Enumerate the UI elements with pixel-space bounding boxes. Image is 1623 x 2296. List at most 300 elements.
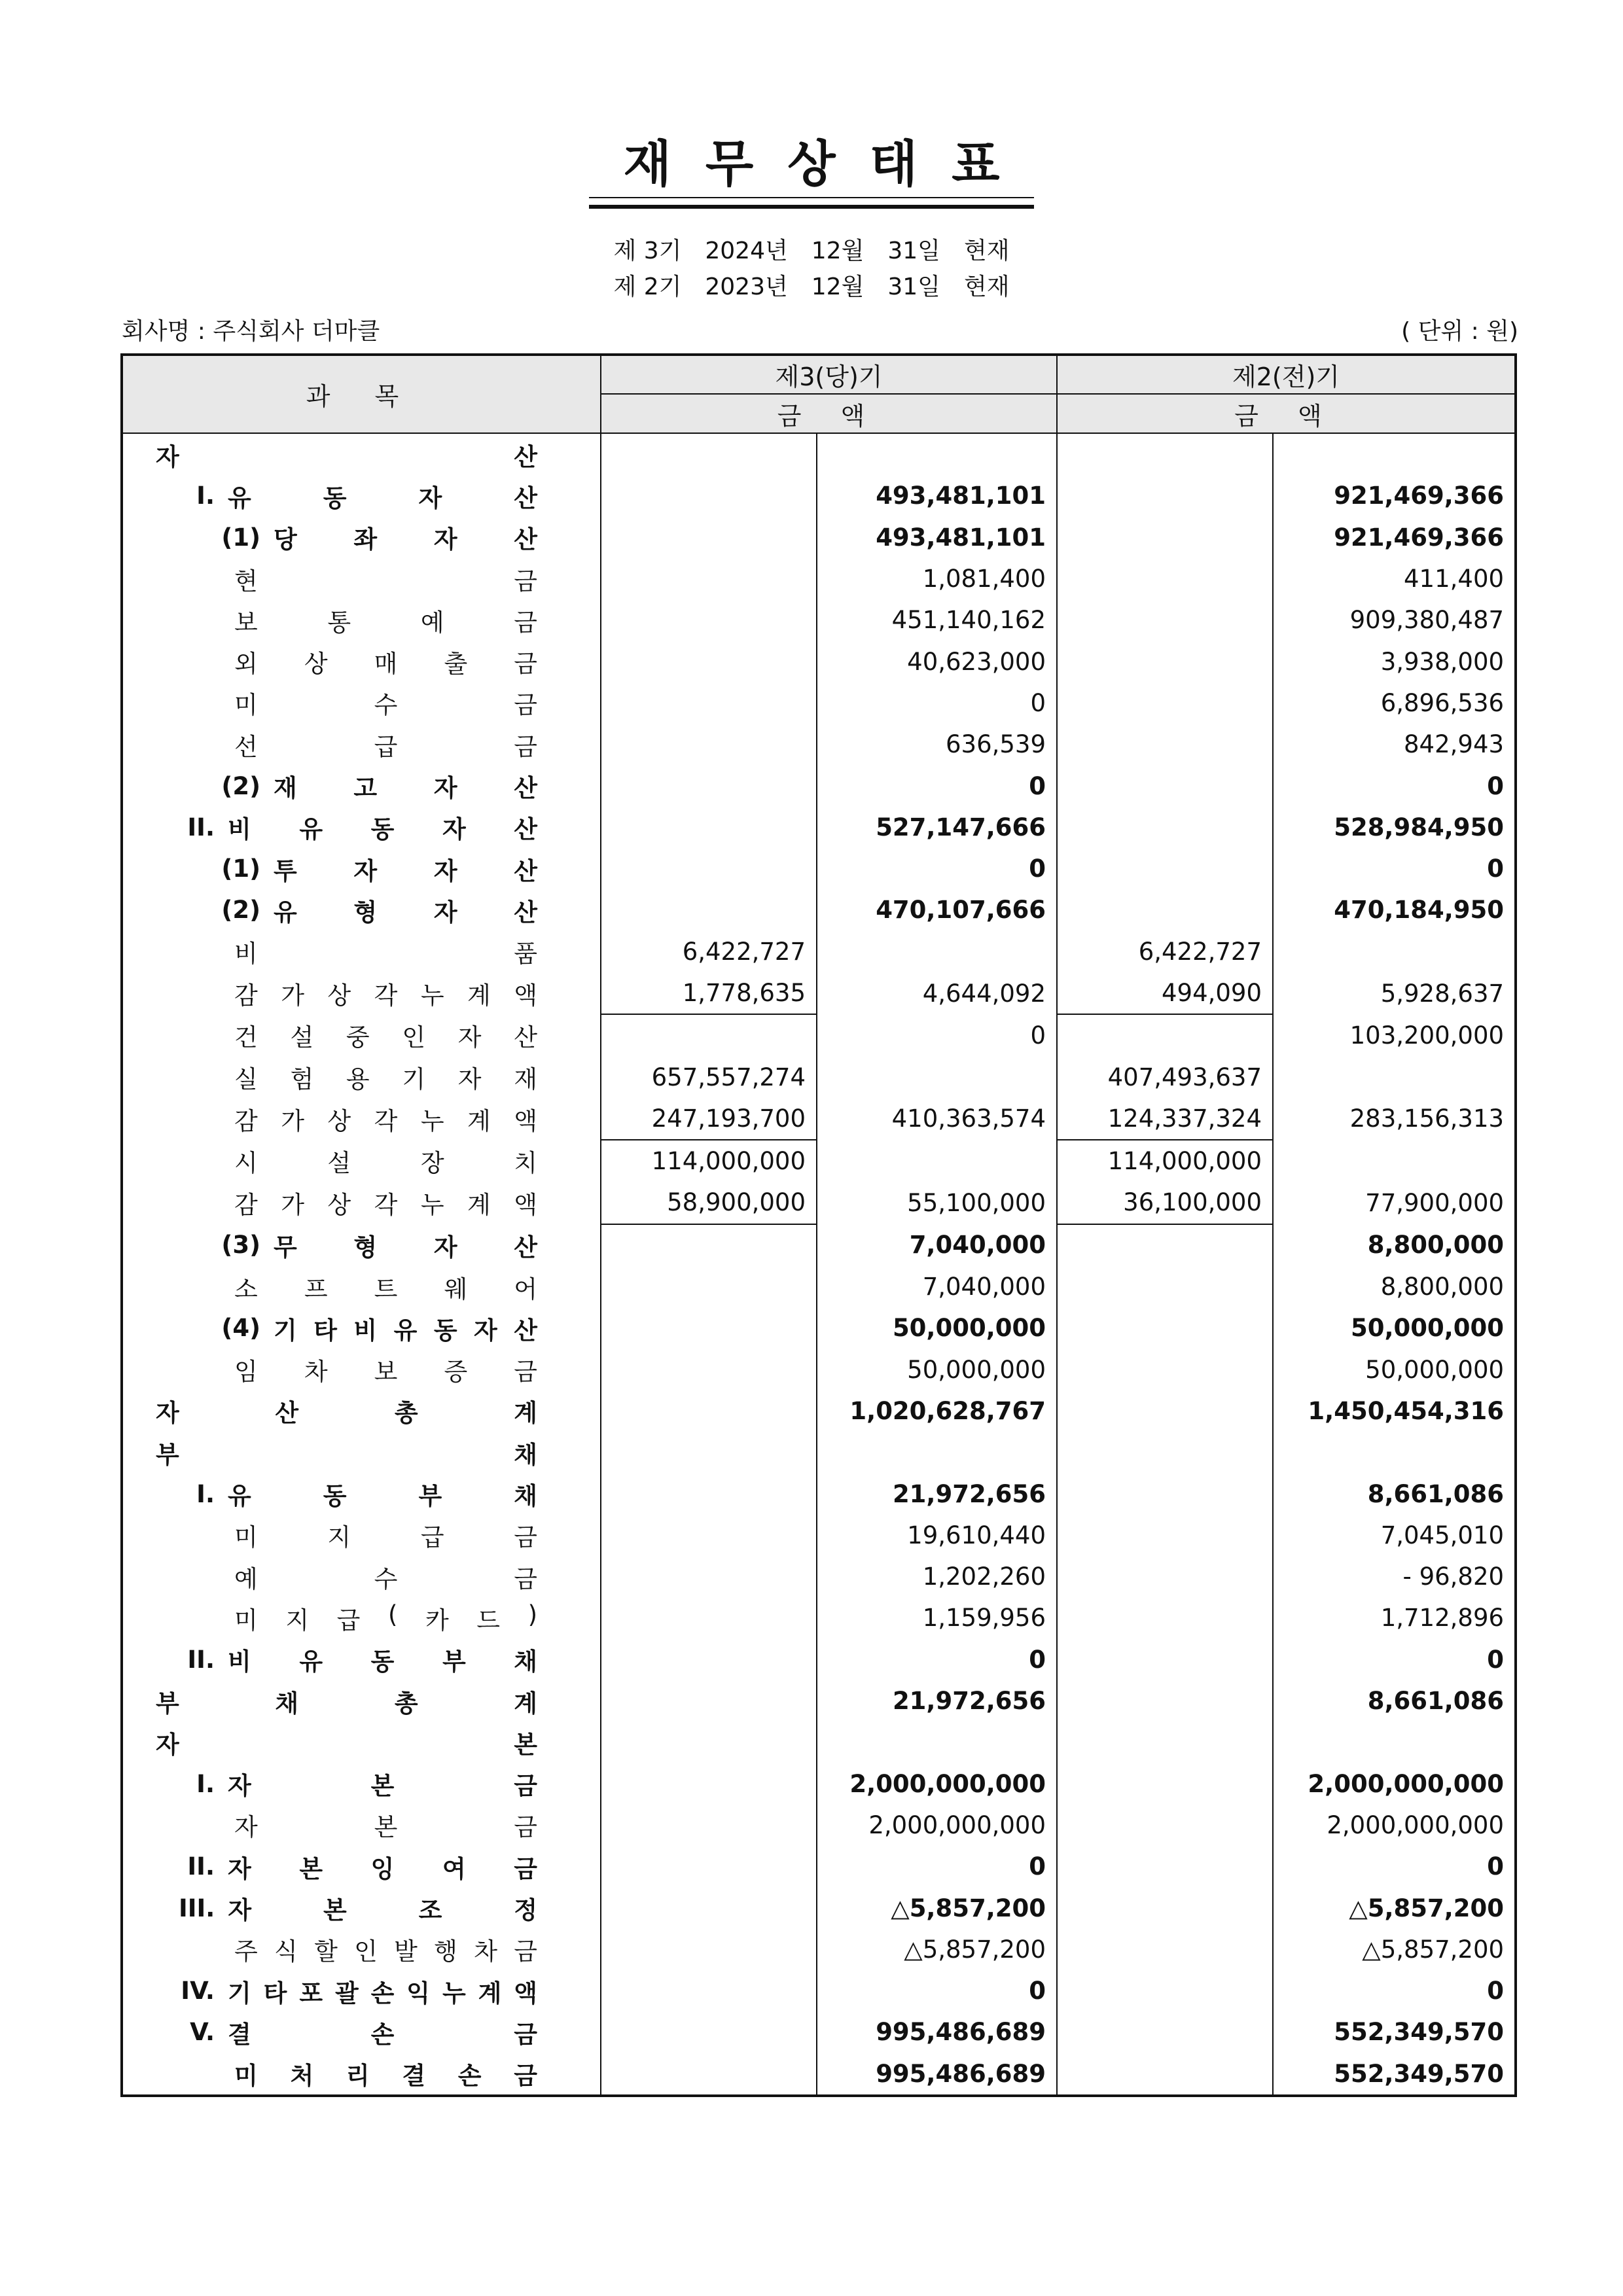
period-year: 2023년 (705, 274, 788, 300)
account-number: II. (187, 813, 215, 841)
header-amount-current: 금 액 (601, 394, 1057, 433)
amount-p1 (1057, 433, 1273, 475)
table-row (122, 1515, 1516, 1556)
account-cell (122, 889, 601, 930)
account-cell (122, 1929, 601, 1970)
label-char: 여 (442, 1854, 466, 1883)
table-row (122, 1639, 1516, 1680)
amount-c2: 527,147,666 (817, 807, 1057, 848)
label-char: 타 (263, 1979, 287, 2007)
amount-p2: 8,800,000 (1273, 1224, 1516, 1266)
label-char: 계 (478, 1979, 502, 2007)
amount-c1 (601, 517, 817, 558)
account-cell (122, 1349, 601, 1390)
account-label (156, 1725, 590, 1760)
account-number: (2) (221, 896, 260, 925)
period-suffix: 현재 (963, 238, 1010, 264)
amount-c2: 1,020,628,767 (817, 1390, 1057, 1432)
label-char: 자 (433, 857, 457, 885)
period-month: 12월 (811, 274, 865, 300)
label-char: 유 (299, 1648, 323, 1676)
label-char: 자 (228, 1854, 251, 1883)
table-row (122, 1307, 1516, 1349)
label-char: 미 (234, 1523, 258, 1552)
amount-c1 (601, 807, 817, 848)
amount-p1 (1057, 765, 1273, 806)
table-row (122, 1266, 1516, 1307)
amount-c2: 55,100,000 (817, 1182, 1057, 1224)
table-row (122, 1224, 1516, 1266)
label-char: 금 (514, 567, 537, 595)
account-label (234, 603, 590, 638)
amount-p1 (1057, 1515, 1273, 1556)
amount-p1 (1057, 1639, 1273, 1680)
label-char: 미 (234, 2062, 258, 2091)
table-row (122, 517, 1516, 558)
account-label (228, 1766, 590, 1801)
amount-c1 (601, 475, 817, 516)
label-char: 손 (370, 2020, 395, 2049)
label-char: 금 (514, 1772, 537, 1801)
amount-p2: 528,984,950 (1273, 807, 1516, 848)
amount-c2: 2,000,000,000 (817, 1805, 1057, 1846)
amount-c1: 657,557,274 (601, 1056, 817, 1097)
label-char: 자 (228, 1772, 251, 1801)
account-label (234, 1185, 590, 1220)
label-char: 포 (299, 1979, 323, 2007)
period-month: 12월 (811, 238, 865, 264)
label-char: 산 (514, 815, 537, 844)
account-label (234, 1269, 590, 1305)
amount-c1 (601, 724, 817, 765)
account-label (274, 892, 590, 928)
label-char: 채 (514, 1482, 537, 1511)
amount-p2: 77,900,000 (1273, 1182, 1516, 1224)
amount-p1 (1057, 558, 1273, 599)
account-label (228, 1973, 590, 2009)
account-cell (122, 972, 601, 1014)
amount-c1 (601, 1763, 817, 1805)
amount-p1: 36,100,000 (1057, 1182, 1273, 1224)
account-cell (122, 1014, 601, 1056)
amount-c2: △5,857,200 (817, 1929, 1057, 1970)
account-label (234, 644, 590, 679)
account-label (234, 1352, 590, 1387)
label-char: 선 (234, 732, 258, 761)
account-cell (122, 641, 601, 682)
period-year: 2024년 (705, 238, 788, 264)
table-row (122, 599, 1516, 641)
label-char: 각 (374, 981, 398, 1010)
amount-p2: - 96,820 (1273, 1556, 1516, 1597)
table-row (122, 1680, 1516, 1722)
amount-p2: 909,380,487 (1273, 599, 1516, 641)
amount-c1 (601, 1307, 817, 1349)
label-char: 수 (374, 691, 398, 720)
label-char: 시 (234, 1149, 258, 1178)
label-char: 금 (514, 1937, 537, 1966)
label-char: 감 (234, 981, 258, 1010)
label-char: 총 (394, 1689, 418, 1718)
amount-c1 (601, 1805, 817, 1846)
amount-c2 (817, 1722, 1057, 1763)
amount-p2 (1273, 1722, 1516, 1763)
account-cell (122, 765, 601, 806)
label-char: 카 (425, 1606, 449, 1634)
amount-p2: 3,938,000 (1273, 641, 1516, 682)
label-char: 웨 (444, 1275, 468, 1303)
amount-p2: 8,800,000 (1273, 1266, 1516, 1307)
amount-c1 (601, 1556, 817, 1597)
label-char: 차 (304, 1358, 328, 1386)
amount-c2: 7,040,000 (817, 1266, 1057, 1307)
amount-c2: 0 (817, 1014, 1057, 1056)
amount-c1 (601, 1887, 817, 1928)
label-char: 미 (234, 1606, 258, 1634)
label-char: 자 (457, 1023, 482, 1052)
account-number: I. (196, 1479, 215, 1508)
account-number: (1) (221, 523, 260, 552)
amount-p1 (1057, 1307, 1273, 1349)
account-cell (122, 1805, 601, 1846)
amount-c1 (601, 599, 817, 641)
label-char: 타 (313, 1316, 337, 1345)
account-label (274, 1227, 590, 1263)
table-row (122, 848, 1516, 889)
amount-c1 (601, 1224, 817, 1266)
table-row (122, 433, 1516, 475)
account-cell (122, 475, 601, 516)
label-char: 유 (299, 815, 323, 844)
account-label (234, 1101, 590, 1137)
label-char: 상 (327, 1106, 351, 1135)
period-current (0, 232, 1623, 266)
label-char: 각 (374, 1191, 398, 1220)
amount-c2: 0 (817, 848, 1057, 889)
amount-c2: 0 (817, 1846, 1057, 1887)
label-char: 매 (374, 650, 398, 679)
label-char: 수 (374, 1564, 398, 1593)
label-char: 급 (336, 1606, 361, 1634)
amount-p1: 124,337,324 (1057, 1098, 1273, 1140)
label-char: 좌 (353, 525, 378, 554)
amount-c2: 1,159,956 (817, 1597, 1057, 1638)
label-char: 유 (228, 1482, 251, 1511)
label-char: 금 (514, 732, 537, 761)
label-char: 용 (346, 1065, 370, 1094)
amount-c1 (601, 2011, 817, 2053)
label-char: 손 (457, 2062, 482, 2091)
account-label (228, 809, 590, 845)
label-char: 투 (274, 857, 297, 885)
account-cell (122, 1140, 601, 1182)
document-title: 재무상태표 (589, 124, 1033, 209)
amount-c2: 493,481,101 (817, 475, 1057, 516)
table-row (122, 1098, 1516, 1140)
label-char: 계 (514, 1689, 537, 1718)
label-char: 산 (514, 774, 537, 803)
account-label (234, 561, 590, 597)
amount-c2: 19,610,440 (817, 1515, 1057, 1556)
amount-p1 (1057, 848, 1273, 889)
account-cell (122, 1597, 601, 1638)
account-number: (1) (221, 855, 260, 883)
account-label (234, 976, 590, 1011)
amount-p1 (1057, 2011, 1273, 2053)
label-char: ( (387, 1600, 398, 1629)
amount-c1 (601, 2053, 817, 2096)
label-char: 누 (420, 981, 444, 1010)
label-char: 비 (228, 1648, 251, 1676)
amount-c1 (601, 1390, 817, 1432)
amount-p2: 283,156,313 (1273, 1098, 1516, 1140)
amount-c2 (817, 433, 1057, 475)
label-char: 무 (274, 1233, 297, 1262)
label-char: 인 (354, 1937, 378, 1966)
amount-c2: 1,081,400 (817, 558, 1057, 599)
amount-p2 (1273, 1432, 1516, 1473)
label-char: 중 (346, 1023, 370, 1052)
amount-p1 (1057, 1846, 1273, 1887)
label-char: 산 (514, 442, 537, 471)
label-char: 누 (420, 1106, 444, 1135)
label-char: 금 (514, 2062, 537, 2091)
amount-c2: 21,972,656 (817, 1680, 1057, 1722)
label-char: 동 (370, 1648, 395, 1676)
account-cell (122, 517, 601, 558)
amount-p1 (1057, 724, 1273, 765)
amount-p2 (1273, 433, 1516, 475)
label-char: 자 (156, 442, 179, 471)
label-char: 인 (402, 1023, 426, 1052)
account-cell (122, 848, 601, 889)
label-char: 결 (228, 2020, 251, 2049)
label-char: 계 (467, 1106, 491, 1135)
label-char: 동 (323, 1482, 347, 1511)
label-char: 보 (234, 608, 258, 637)
label-char: 결 (402, 2062, 426, 2091)
label-char: 익 (406, 1979, 431, 2007)
amount-c2: 636,539 (817, 724, 1057, 765)
amount-p1 (1057, 1929, 1273, 1970)
label-char: 상 (304, 650, 328, 679)
label-char: 총 (394, 1399, 418, 1428)
amount-c1: 6,422,727 (601, 931, 817, 972)
label-char: 산 (514, 898, 537, 927)
amount-c1: 114,000,000 (601, 1140, 817, 1182)
label-char: 설 (290, 1023, 314, 1052)
table-row (122, 1349, 1516, 1390)
account-cell (122, 1556, 601, 1597)
label-char: 실 (234, 1065, 258, 1094)
amount-c2: 0 (817, 1970, 1057, 2011)
amount-c1 (601, 1597, 817, 1638)
company-name: 회사명 : 주식회사 더마클 (122, 318, 380, 345)
amount-p1 (1057, 682, 1273, 724)
account-number: II. (187, 1645, 215, 1674)
amount-p1 (1057, 1390, 1273, 1432)
amount-c1 (601, 1515, 817, 1556)
header-account: 과 목 (122, 355, 601, 433)
label-char: 동 (323, 484, 347, 512)
amount-c2: 0 (817, 682, 1057, 724)
amount-p1 (1057, 807, 1273, 848)
label-char: 동 (433, 1316, 457, 1345)
label-char: 유 (393, 1316, 418, 1345)
label-char: 유 (274, 898, 297, 927)
label-char: 급 (374, 732, 398, 761)
label-char: 예 (420, 608, 444, 637)
table-row (122, 2053, 1516, 2096)
label-char: 건 (234, 1023, 258, 1052)
period-day: 31일 (887, 238, 940, 264)
label-char: 자 (156, 1399, 179, 1428)
account-label (234, 685, 590, 720)
label-char: 부 (442, 1648, 466, 1676)
label-char: 액 (514, 1979, 537, 2007)
table-row (122, 1763, 1516, 1805)
label-char: 계 (514, 1399, 537, 1428)
account-label (274, 768, 590, 804)
account-label (234, 1059, 590, 1095)
account-label (156, 437, 590, 472)
table-row (122, 558, 1516, 599)
label-char: 험 (290, 1065, 314, 1094)
account-number: I. (196, 482, 215, 510)
account-label (228, 2015, 590, 2050)
label-char: 산 (514, 525, 537, 554)
period-term: 제 2기 (613, 274, 682, 300)
amount-c1: 247,193,700 (601, 1098, 817, 1140)
amount-p2: 8,661,086 (1273, 1473, 1516, 1514)
label-char: 금 (514, 650, 537, 679)
period-suffix: 현재 (963, 274, 1010, 300)
label-char: 기 (274, 1316, 297, 1345)
label-char: 산 (514, 1316, 537, 1345)
label-char: 프 (304, 1275, 328, 1303)
label-char: 손 (370, 1979, 395, 2007)
amount-c2: 451,140,162 (817, 599, 1057, 641)
label-char: 본 (374, 1813, 398, 1842)
amount-c2: 7,040,000 (817, 1224, 1057, 1266)
table-row (122, 1556, 1516, 1597)
account-cell (122, 1970, 601, 2011)
label-char: 상 (327, 1191, 351, 1220)
table-row (122, 1182, 1516, 1224)
label-char: 당 (274, 525, 297, 554)
table-row (122, 1473, 1516, 1514)
amount-p2: 411,400 (1273, 558, 1516, 599)
account-cell (122, 1266, 601, 1307)
label-char: 처 (290, 2062, 314, 2091)
amount-c1 (601, 1266, 817, 1307)
label-char: 산 (514, 857, 537, 885)
label-char: 채 (514, 1440, 537, 1469)
amount-p2: 7,045,010 (1273, 1515, 1516, 1556)
account-cell (122, 1639, 601, 1680)
amount-p1 (1057, 1887, 1273, 1928)
amount-p1 (1057, 1597, 1273, 1638)
account-label (234, 1017, 590, 1053)
amount-p2: 8,661,086 (1273, 1680, 1516, 1722)
account-label (234, 727, 590, 762)
account-cell (122, 433, 601, 475)
table-row (122, 1140, 1516, 1182)
label-char: 형 (353, 898, 378, 927)
label-char: 자 (156, 1730, 179, 1759)
header-current-period: 제3(당)기 (601, 355, 1057, 394)
label-char: 식 (274, 1937, 298, 1966)
label-char: 자 (474, 1316, 497, 1345)
amount-p1 (1057, 1473, 1273, 1514)
amount-p2: △5,857,200 (1273, 1887, 1516, 1928)
amount-p1 (1057, 475, 1273, 516)
account-cell (122, 1473, 601, 1514)
account-label (234, 934, 590, 969)
label-char: 가 (281, 981, 304, 1010)
account-label (234, 1143, 590, 1178)
label-char: 소 (234, 1275, 258, 1303)
amount-p1 (1057, 1556, 1273, 1597)
amount-c2 (817, 1140, 1057, 1182)
amount-p1 (1057, 1722, 1273, 1763)
label-char: 통 (327, 608, 351, 637)
label-char: 설 (327, 1149, 351, 1178)
amount-c1 (601, 765, 817, 806)
label-char: 산 (514, 484, 537, 512)
table-row (122, 475, 1516, 516)
label-char: 자 (433, 774, 457, 803)
label-char: 감 (234, 1106, 258, 1135)
balance-sheet-table (120, 353, 1517, 2097)
label-char: ) (527, 1600, 537, 1629)
table-row (122, 1887, 1516, 1928)
label-char: 액 (514, 1106, 537, 1135)
amount-p1 (1057, 1680, 1273, 1722)
label-char: 현 (234, 567, 258, 595)
label-char: 자 (433, 898, 457, 927)
table-row (122, 682, 1516, 724)
label-char: 금 (514, 2020, 537, 2049)
account-cell (122, 1432, 601, 1473)
label-char: 증 (444, 1358, 468, 1386)
amount-c2: 410,363,574 (817, 1098, 1057, 1140)
label-char: 금 (514, 1564, 537, 1593)
amount-p1 (1057, 1763, 1273, 1805)
table-row (122, 2011, 1516, 2053)
label-char: 자 (433, 525, 457, 554)
amount-p1 (1057, 1432, 1273, 1473)
account-cell (122, 1846, 601, 1887)
label-char: 발 (394, 1937, 418, 1966)
account-label (228, 1849, 590, 1884)
label-char: 어 (514, 1275, 537, 1303)
account-number: I. (196, 1769, 215, 1798)
amount-p1: 494,090 (1057, 972, 1273, 1014)
label-char: 액 (514, 1191, 537, 1220)
amount-c2 (817, 1432, 1057, 1473)
label-char: 각 (374, 1106, 398, 1135)
amount-c2: 0 (817, 1639, 1057, 1680)
account-label (234, 1559, 590, 1595)
amount-p1 (1057, 1970, 1273, 2011)
amount-c2: 470,107,666 (817, 889, 1057, 930)
amount-c2 (817, 1056, 1057, 1097)
amount-c2: 50,000,000 (817, 1349, 1057, 1390)
unit-label: ( 단위 : 원) (1401, 318, 1518, 345)
table-row (122, 889, 1516, 930)
label-char: 계 (467, 1191, 491, 1220)
